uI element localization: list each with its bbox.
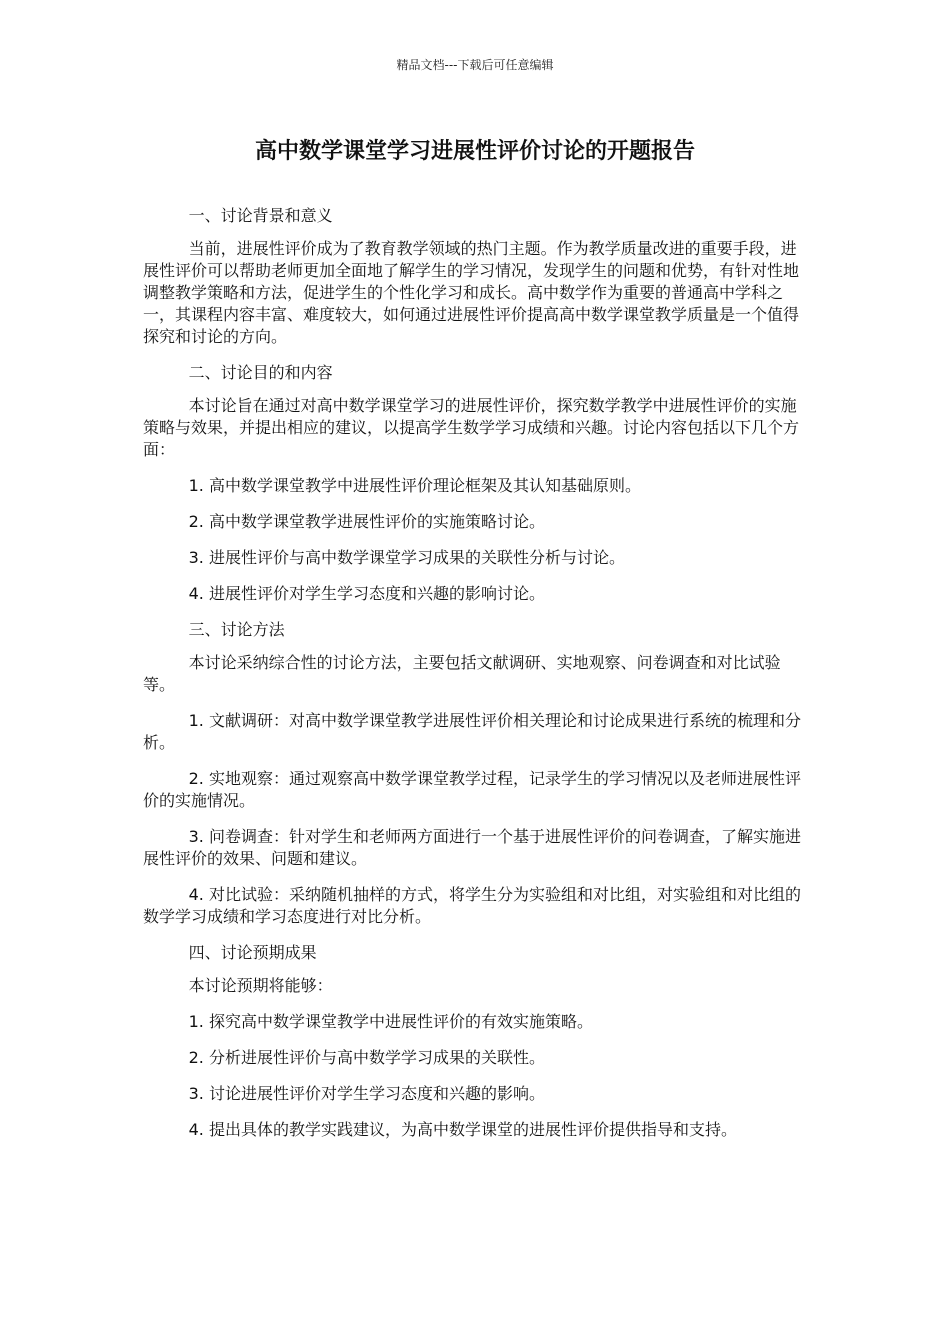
list-item: 1. 探究高中数学课堂教学中进展性评价的有效实施策略。 (188, 1012, 593, 1031)
list-item: 1. 文献调研：对高中数学课堂教学进展性评价相关理论和讨论成果进行系统的梳理和分析。 (143, 711, 801, 752)
paragraph: 本讨论采纳综合性的讨论方法，主要包括文献调研、实地观察、问卷调查和对比试验等。 (143, 653, 781, 694)
list-item: 2. 高中数学课堂教学进展性评价的实施策略讨论。 (188, 512, 545, 531)
list-item: 2. 实地观察：通过观察高中数学课堂教学过程，记录学生的学习情况以及老师进展性评价的实施情况。 (143, 769, 801, 810)
list-item: 3. 进展性评价与高中数学课堂学习成果的关联性分析与讨论。 (188, 548, 625, 567)
paragraph: 本讨论预期将能够： (188, 976, 333, 995)
list-item: 3. 讨论进展性评价对学生学习态度和兴趣的影响。 (188, 1084, 545, 1103)
section-heading: 一、讨论背景和意义 (188, 206, 333, 225)
section-heading: 四、讨论预期成果 (188, 943, 317, 962)
section-heading: 二、讨论目的和内容 (188, 363, 333, 382)
document-title: 高中数学课堂学习进展性评价讨论的开题报告 (254, 139, 695, 164)
list-item: 3. 问卷调查：针对学生和老师两方面进行一个基于进展性评价的问卷调查，了解实施进展性评价的效果、问题和建议。 (143, 827, 801, 868)
list-item: 2. 分析进展性评价与高中数学学习成果的关联性。 (188, 1048, 545, 1067)
list-item: 4. 对比试验：采纳随机抽样的方式，将学生分为实验组和对比组，对实验组和对比组的数学学习成绩和学习态度进行对比分析。 (143, 885, 801, 926)
section-heading: 三、讨论方法 (188, 620, 285, 639)
list-item: 4. 提出具体的教学实践建议，为高中数学课堂的进展性评价提供指导和支持。 (188, 1120, 737, 1139)
paragraph: 本讨论旨在通过对高中数学课堂学习的进展性评价，探究数学教学中进展性评价的实施策略与效果，并提出相应的建议，以提高学生数学学习成绩和兴趣。讨论内容包括以下几个方面： (143, 396, 800, 459)
list-item: 1. 高中数学课堂教学中进展性评价理论框架及其认知基础原则。 (188, 476, 641, 495)
list-item: 4. 进展性评价对学生学习态度和兴趣的影响讨论。 (188, 584, 545, 603)
paragraph: 当前，进展性评价成为了教育教学领域的热门主题。作为教学质量改进的重要手段，进展性评价可以帮助老师更加全面地了解学生的学习情况，发现学生的问题和优势，有针对性地调整教学策略和方法，促进学生的个性化学习和成长。高中数学作为重要的普通高中学科之一，其课程内容丰富、难度较大，如何通过进展性评价提高高中数学课堂教学质量是一个值得探究和讨论的方向。 (143, 239, 800, 346)
header-note: 精品文档---下载后可任意编辑 (396, 58, 554, 72)
document-body (143, 205, 808, 1155)
